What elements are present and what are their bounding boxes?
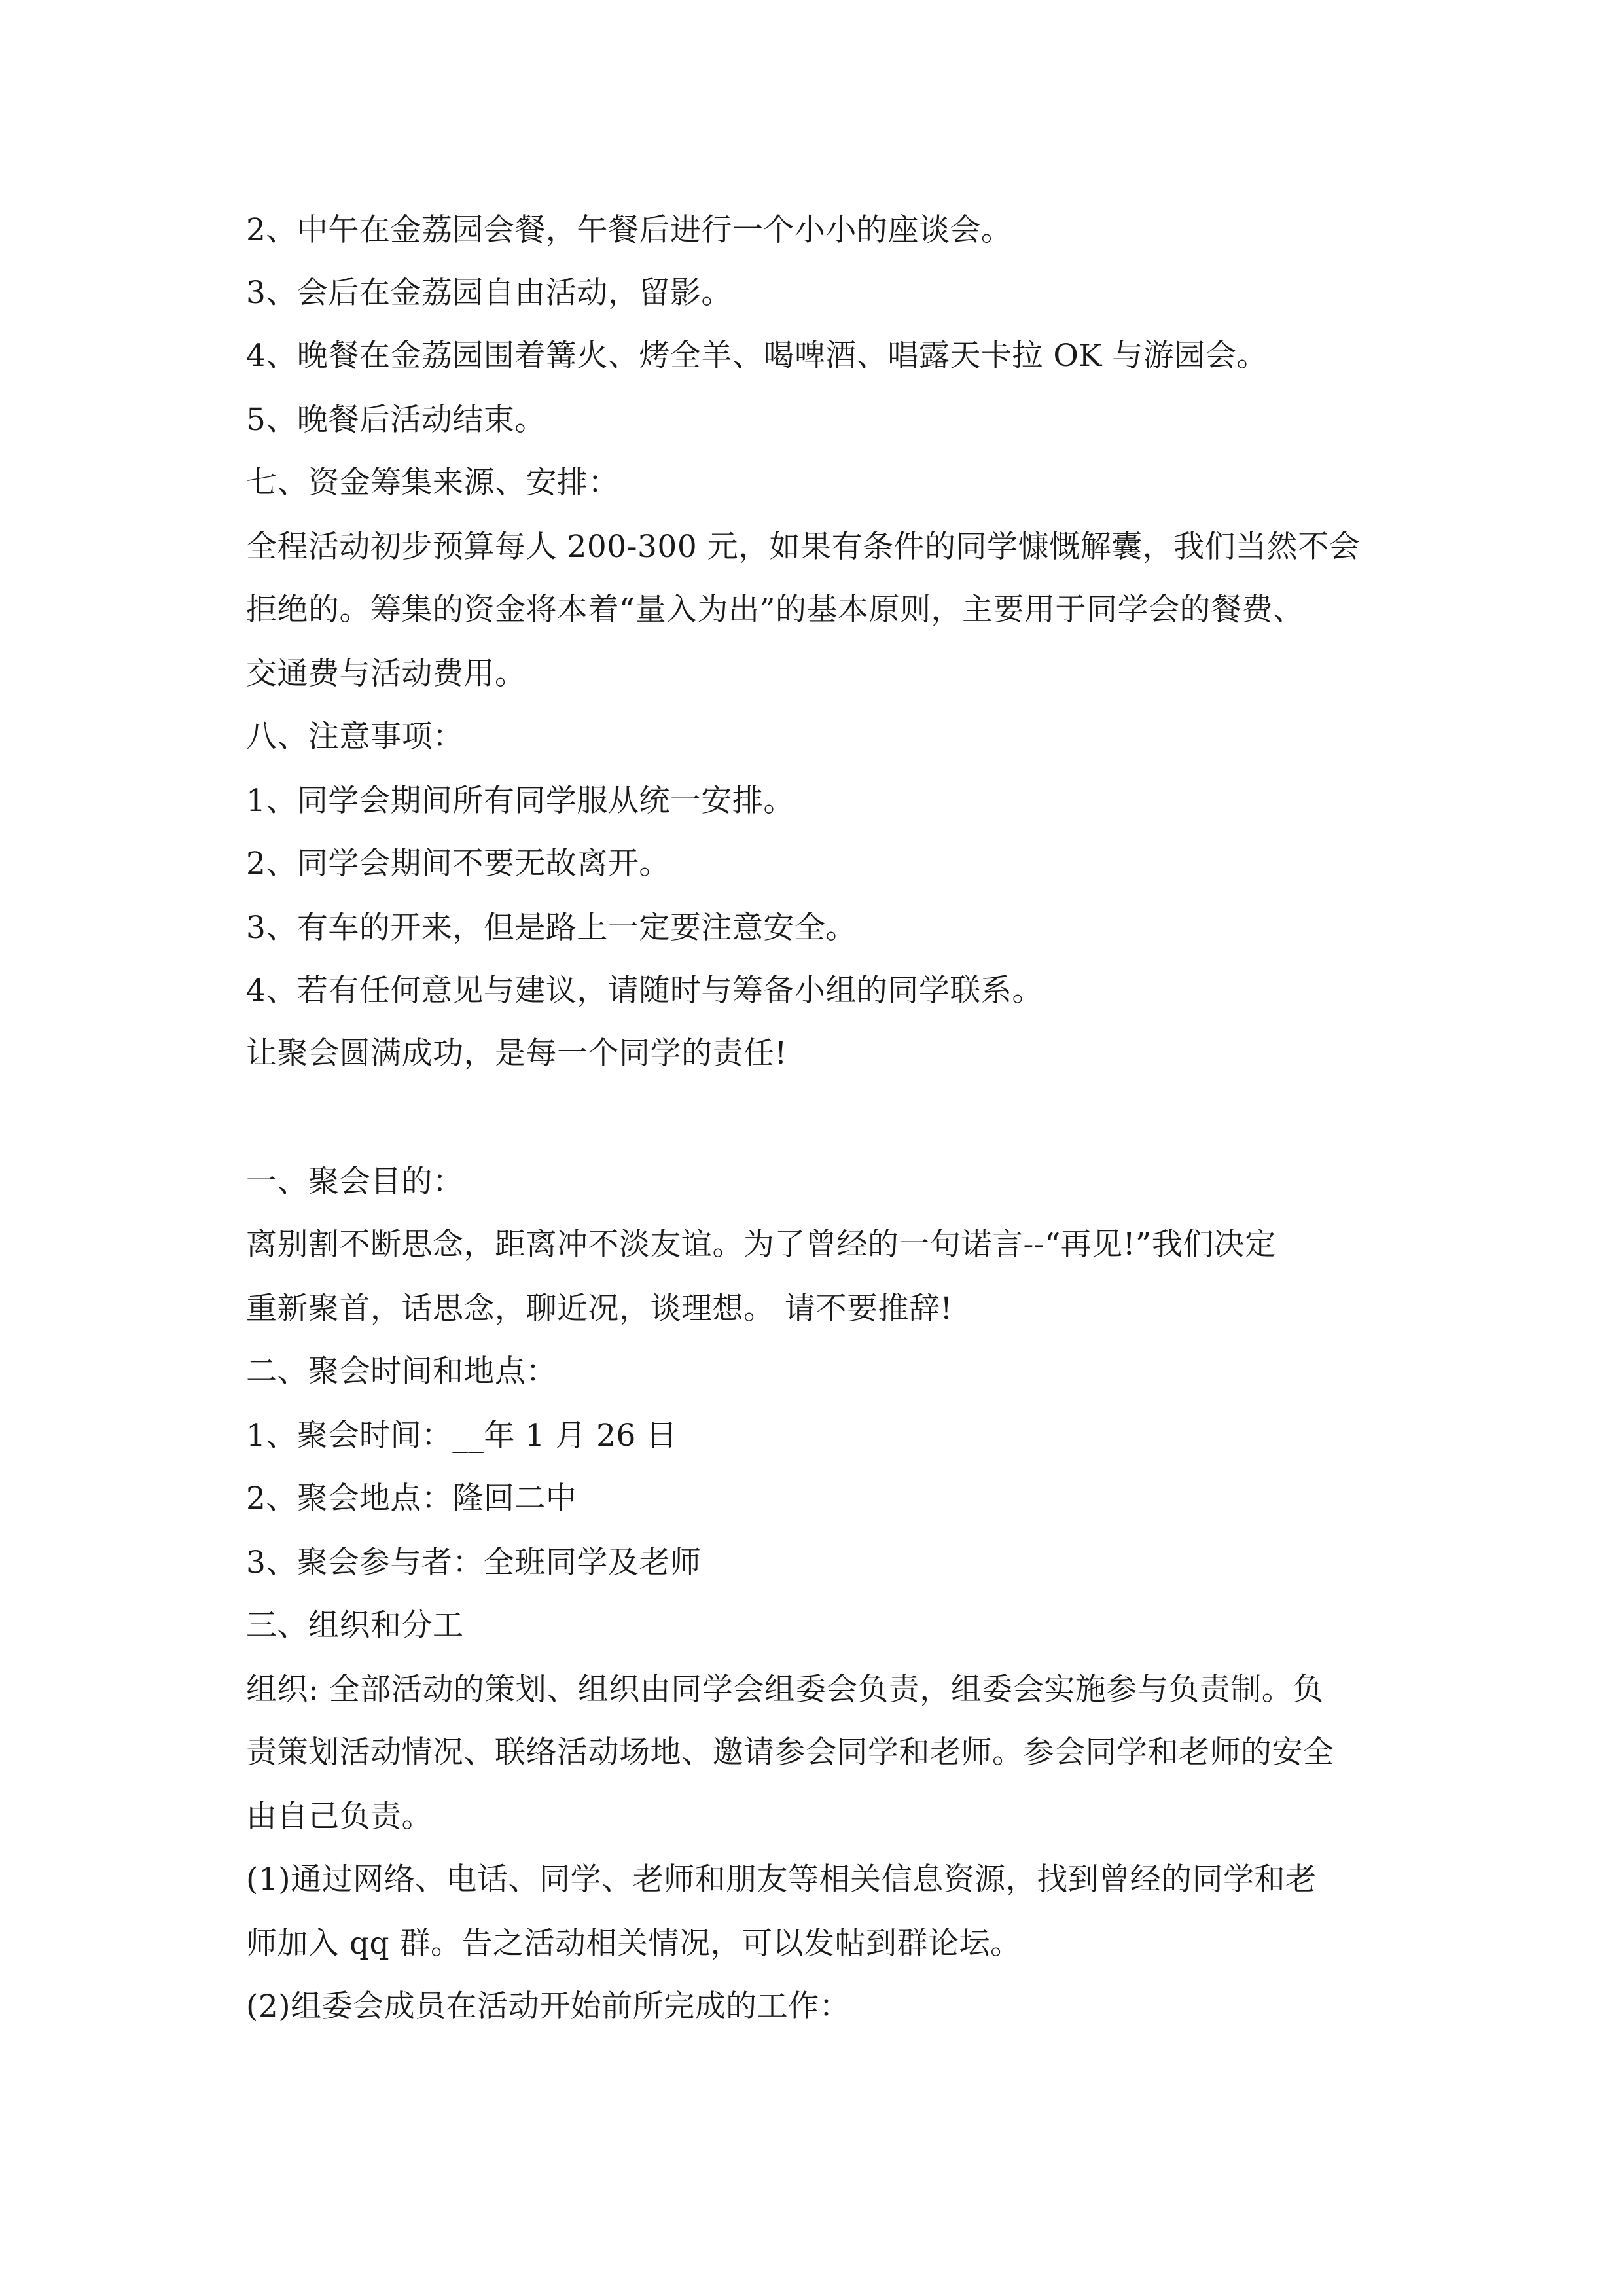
text-line: 4、若有任何意见与建议，请随时与筹备小组的同学联系。 [246, 973, 1043, 1009]
text-line: 师加入 qq 群。告之活动相关情况，可以发帖到群论坛。 [246, 1926, 1022, 1962]
text-line: (1)通过网络、电话、同学、老师和朋友等相关信息资源，找到曾经的同学和老 [246, 1861, 1317, 1897]
text-line: (2)组委会成员在活动开始前所完成的工作： [246, 1988, 851, 2024]
text-line: 3、会后在金荔园自由活动，留影。 [246, 275, 732, 311]
text-line: 2、同学会期间不要无故离开。 [246, 846, 670, 882]
section-heading: 二、聚会时间和地点： [246, 1354, 557, 1390]
text-line: 3、聚会参与者：全班同学及老师 [246, 1545, 702, 1581]
text-line: 1、同学会期间所有同学服从统一安排。 [246, 783, 794, 819]
section-heading: 八、注意事项： [246, 719, 464, 755]
text-line: 2、中午在金荔园会餐，午餐后进行一个小小的座谈会。 [246, 212, 1012, 248]
text-line: 交通费与活动费用。 [246, 656, 526, 692]
text-line: 4、晚餐在金荔园围着篝火、烤全羊、喝啤酒、唱露天卡拉 OK 与游园会。 [246, 338, 1268, 374]
text-line: 重新聚首，话思念，聊近况，谈理想。 请不要推辞! [246, 1291, 953, 1327]
text-line: 1、聚会时间：__年 1 月 26 日 [246, 1418, 677, 1454]
text-line: 离别割不断思念，距离冲不淡友谊。为了曾经的一句诺言--“再见!”我们决定 [246, 1227, 1276, 1263]
text-line: 组织: 全部活动的策划、组织由同学会组委会负责，组委会实施参与负责制。负 [246, 1672, 1324, 1708]
text-line: 3、有车的开来，但是路上一定要注意安全。 [246, 910, 857, 946]
text-line: 全程活动初步预算每人 200-300 元，如果有条件的同学慷慨解囊，我们当然不会 [246, 529, 1361, 565]
text-line: 责策划活动情况、联络活动场地、邀请参会同学和老师。参会同学和老师的安全 [246, 1734, 1334, 1770]
text-line: 让聚会圆满成功，是每一个同学的责任! [246, 1035, 787, 1071]
text-line: 由自己负责。 [246, 1799, 433, 1835]
text-line: 2、聚会地点：隆回二中 [246, 1480, 577, 1516]
section-heading: 七、资金筹集来源、安排： [246, 465, 619, 501]
section-heading: 一、聚会目的： [246, 1164, 464, 1200]
text-line: 拒绝的。筹集的资金将本着“量入为出”的基本原则，主要用于同学会的餐费、 [246, 592, 1304, 628]
section-heading: 三、组织和分工 [246, 1607, 464, 1643]
text-line: 5、晚餐后活动结束。 [246, 402, 546, 438]
